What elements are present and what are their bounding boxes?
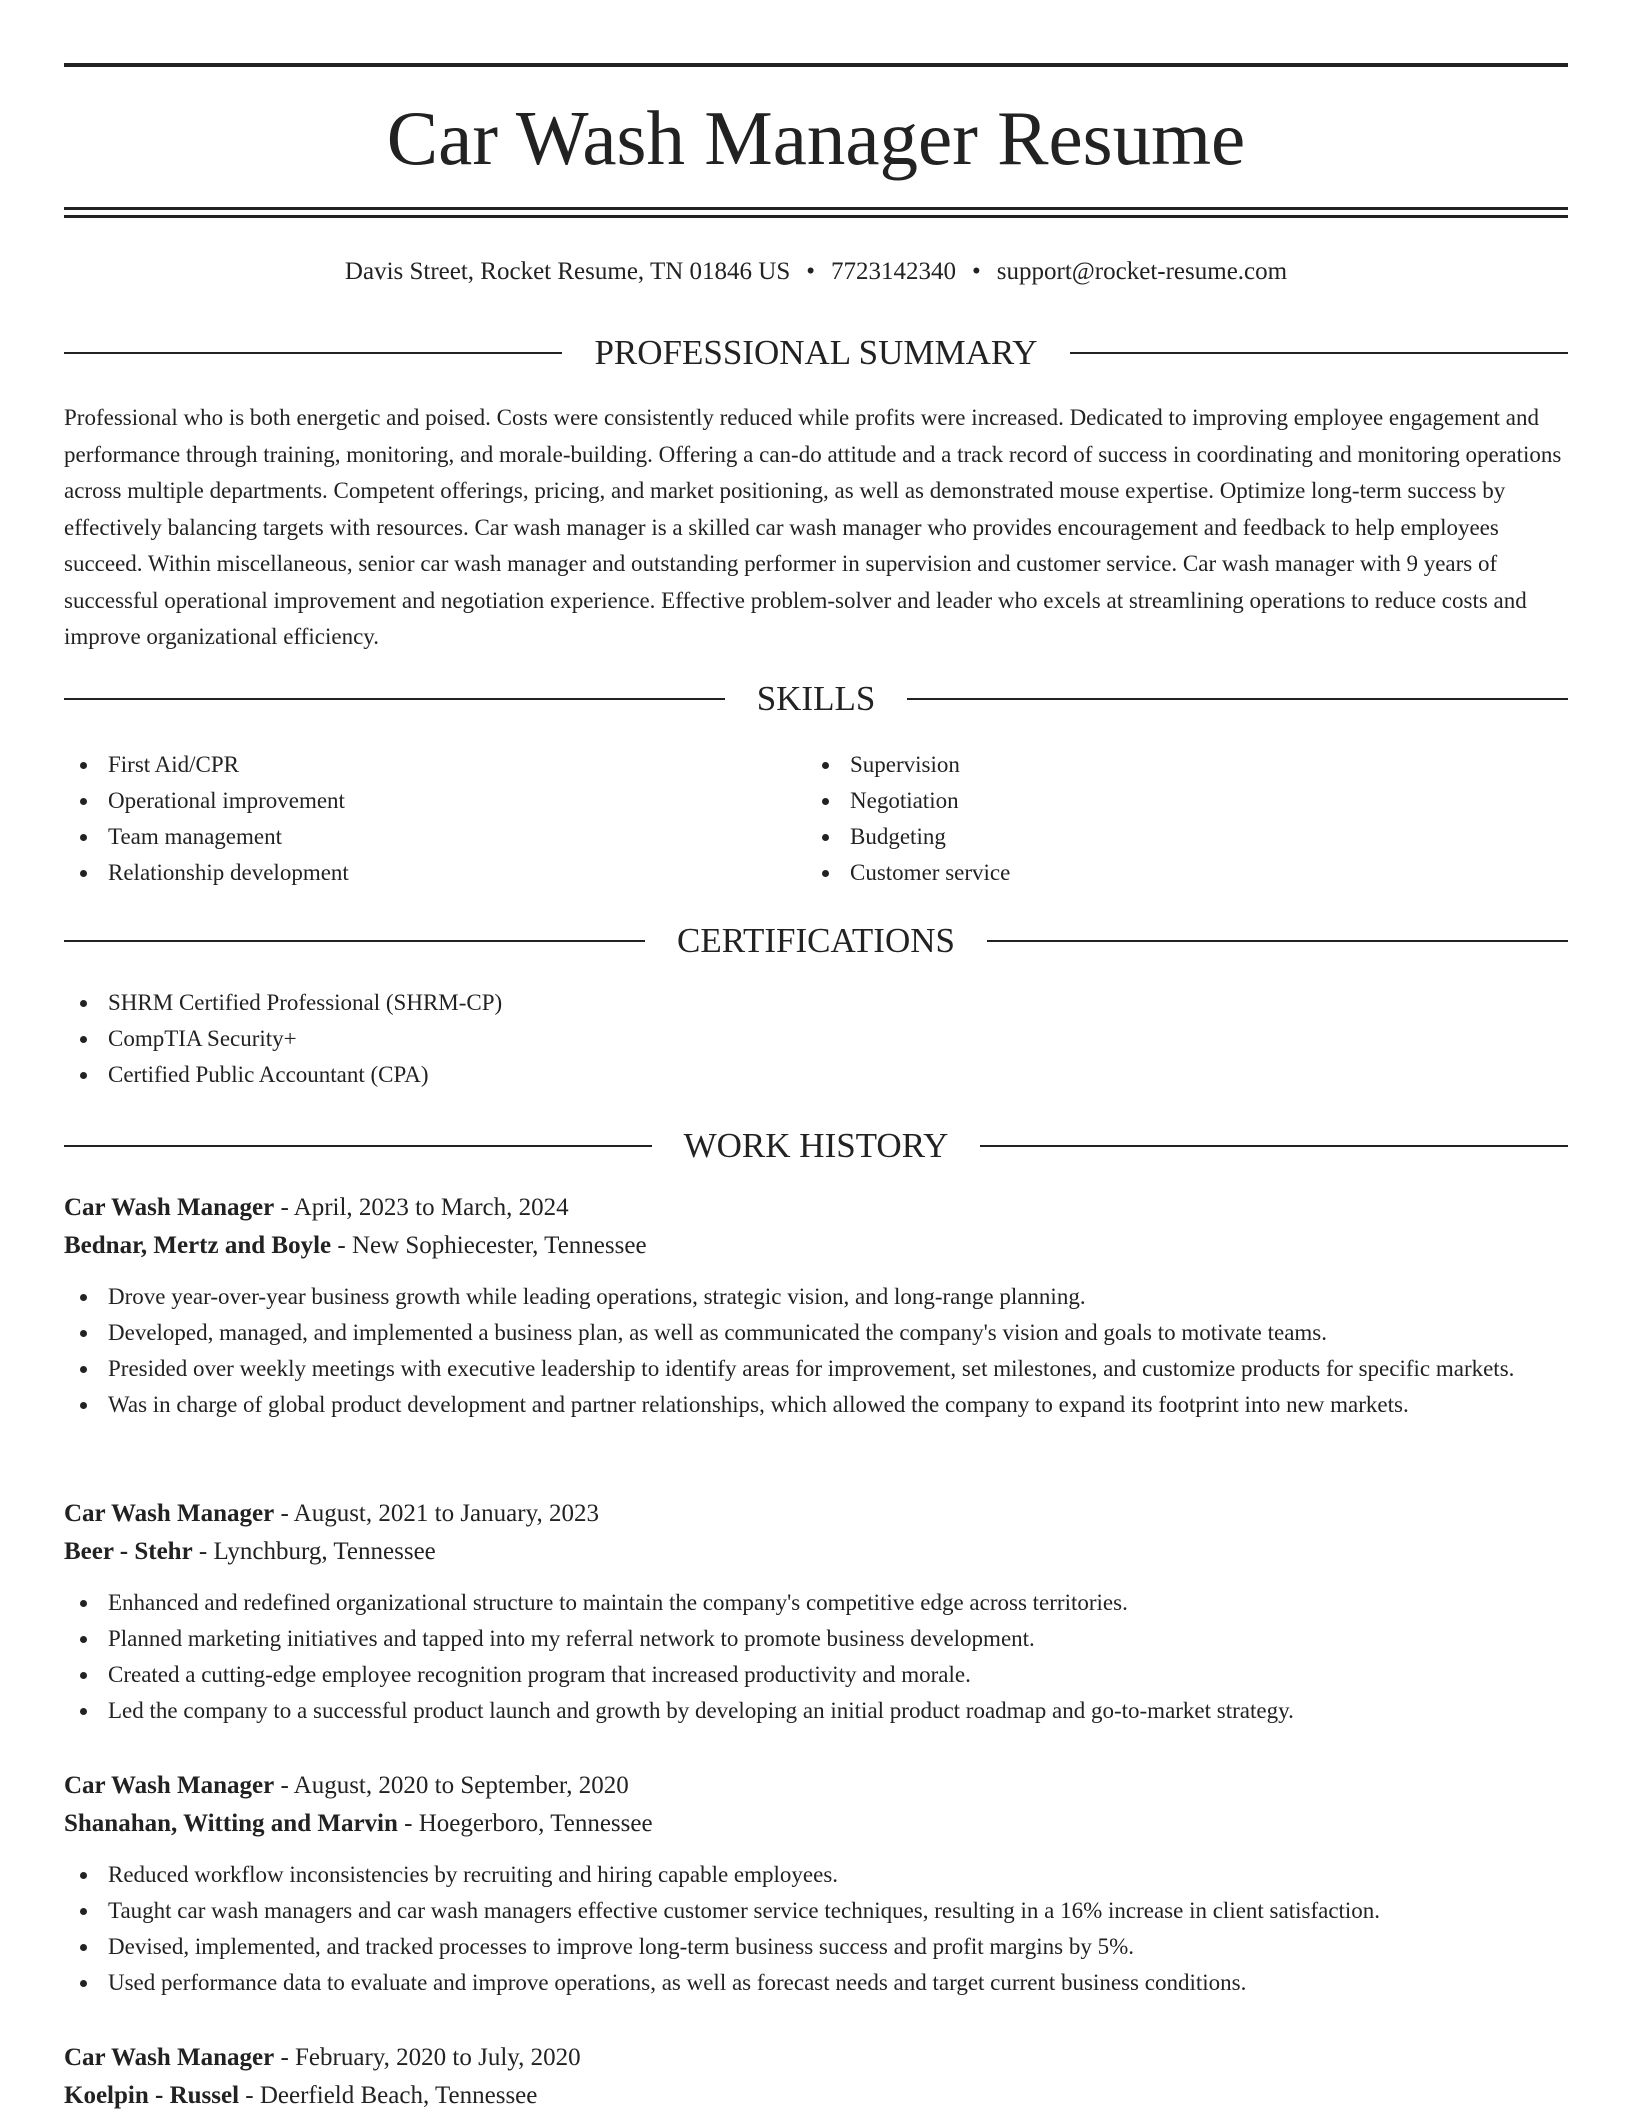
- heading-rule: [987, 940, 1568, 942]
- summary-paragraph: Professional who is both energetic and poised. Costs were consistently reduced while profits were increased. Dedicated to improving employee engagement and performance through training, monitoring, and morale-building. Offering a can-do attitude and a track record of success in coordinating and monitoring operations across multiple departments. Competent offerings, pricing, and market positioning, as well as demonstrated mouse expertise. Optimize long-term success by effectively balancing targets with resources. Car wash manager is a skilled car wash manager who provides encouragement and feedback to help employees succeed. Within miscellaneous, senior car wash manager and outstanding performer in supervision and customer service. Car wash manager with 9 years of successful operational improvement and negotiation experience. Effective problem-solver and leader who excels at streamlining operations to reduce costs and improve organizational efficiency.: [64, 405, 1562, 649]
- job-title: Car Wash Manager: [64, 1194, 275, 1221]
- job-dates: - August, 2020 to September, 2020: [274, 1772, 629, 1799]
- job-bullet: Led the company to a successful product launch and growth by developing an initial product roadmap and go-to-market strategy.: [64, 1693, 1568, 1729]
- skill-item: Customer service: [806, 855, 1546, 891]
- skill-item: Budgeting: [806, 819, 1546, 855]
- job-bullet: Used performance data to evaluate and improve operations, as well as forecast needs and target current business conditions.: [64, 1965, 1568, 2001]
- job-dates: - February, 2020 to July, 2020: [274, 2044, 581, 2071]
- certification-item: CompTIA Security+: [64, 1021, 1568, 1057]
- job-bullet: Drove year-over-year business growth while leading operations, strategic vision, and long-range planning.: [64, 1279, 1568, 1315]
- heading-rule: [980, 1145, 1568, 1147]
- contact-phone: 7723142340: [831, 258, 957, 285]
- section-title: PROFESSIONAL SUMMARY: [594, 333, 1038, 372]
- certification-item: Certified Public Accountant (CPA): [64, 1057, 1568, 1093]
- skills-list-left: [64, 747, 804, 891]
- skill-item: Relationship development: [64, 855, 804, 891]
- job-dates: - August, 2021 to January, 2023: [274, 1500, 599, 1527]
- job-location: - Hoegerboro, Tennessee: [397, 1810, 653, 1837]
- job-title: Car Wash Manager: [64, 1500, 275, 1527]
- contact-email: support@rocket-resume.com: [996, 258, 1288, 285]
- skills-list-right: [806, 747, 1546, 891]
- skill-item: First Aid/CPR: [64, 747, 804, 783]
- job-bullets: [64, 1279, 1568, 1423]
- job-bullet: Devised, implemented, and tracked processes to improve long-term business success and profit margins by 5%.: [64, 1929, 1568, 1965]
- job-location: - New Sophiecester, Tennessee: [331, 1232, 647, 1259]
- skill-item: Operational improvement: [64, 783, 804, 819]
- section-title: CERTIFICATIONS: [677, 921, 955, 960]
- skill-item: Supervision: [806, 747, 1546, 783]
- section-title: WORK HISTORY: [683, 1126, 949, 1165]
- job-entry: [64, 1495, 1568, 1729]
- section-heading-skills: [64, 677, 1568, 721]
- job-title: Car Wash Manager: [64, 1772, 275, 1799]
- job-bullet: Was in charge of global product development and partner relationships, which allowed the company to expand its footprint into new markets.: [64, 1387, 1568, 1423]
- title-double-rule: [64, 207, 1568, 218]
- heading-rule: [64, 1145, 652, 1147]
- certification-item: SHRM Certified Professional (SHRM-CP): [64, 985, 1568, 1021]
- job-location: - Lynchburg, Tennessee: [192, 1538, 436, 1565]
- heading-rule: [1070, 352, 1568, 354]
- job-bullet: Planned marketing initiatives and tapped into my referral network to promote business development.: [64, 1621, 1568, 1657]
- job-entry: [64, 1767, 1568, 2001]
- contact-separator: •: [806, 258, 816, 285]
- heading-rule: [907, 698, 1568, 700]
- job-bullets: [64, 1857, 1568, 2001]
- job-entry: [64, 1189, 1568, 1423]
- job-company: Koelpin - Russel: [64, 2082, 240, 2109]
- contact-line: [64, 254, 1568, 290]
- heading-rule: [64, 352, 562, 354]
- section-heading-certifications: [64, 919, 1568, 963]
- job-company: Beer - Stehr: [64, 1538, 193, 1565]
- job-company: Shanahan, Witting and Marvin: [64, 1810, 398, 1837]
- job-bullets: [64, 1585, 1568, 1729]
- job-bullet: Presided over weekly meetings with executive leadership to identify areas for improvement, set milestones, and customize products for specific markets.: [64, 1351, 1568, 1387]
- certifications-list: [64, 985, 1568, 1093]
- contact-address: Davis Street, Rocket Resume, TN 01846 US: [344, 258, 791, 285]
- job-company: Bednar, Mertz and Boyle: [64, 1232, 332, 1259]
- job-bullet: Reduced workflow inconsistencies by recruiting and hiring capable employees.: [64, 1857, 1568, 1893]
- job-entry: [64, 2039, 1568, 2115]
- job-bullet: Created a cutting-edge employee recognition program that increased productivity and morale.: [64, 1657, 1568, 1693]
- job-bullet: Developed, managed, and implemented a business plan, as well as communicated the company's vision and goals to motivate teams.: [64, 1315, 1568, 1351]
- job-bullet: Enhanced and redefined organizational structure to maintain the company's competitive edge across territories.: [64, 1585, 1568, 1621]
- heading-rule: [64, 698, 725, 700]
- skill-item: Team management: [64, 819, 804, 855]
- job-location: - Deerfield Beach, Tennessee: [239, 2082, 538, 2109]
- section-title: SKILLS: [756, 679, 876, 718]
- contact-separator: •: [972, 258, 981, 285]
- job-title: Car Wash Manager: [64, 2044, 275, 2071]
- skill-item: Negotiation: [806, 783, 1546, 819]
- section-heading-summary: [64, 331, 1568, 375]
- job-bullet: Taught car wash managers and car wash managers effective customer service techniques, resulting in a 16% increase in client satisfaction.: [64, 1893, 1568, 1929]
- heading-rule: [64, 940, 645, 942]
- section-heading-work-history: [64, 1124, 1568, 1168]
- top-rule: [64, 63, 1568, 67]
- job-dates: - April, 2023 to March, 2024: [274, 1194, 569, 1221]
- page-title: Car Wash Manager Resume: [386, 95, 1246, 181]
